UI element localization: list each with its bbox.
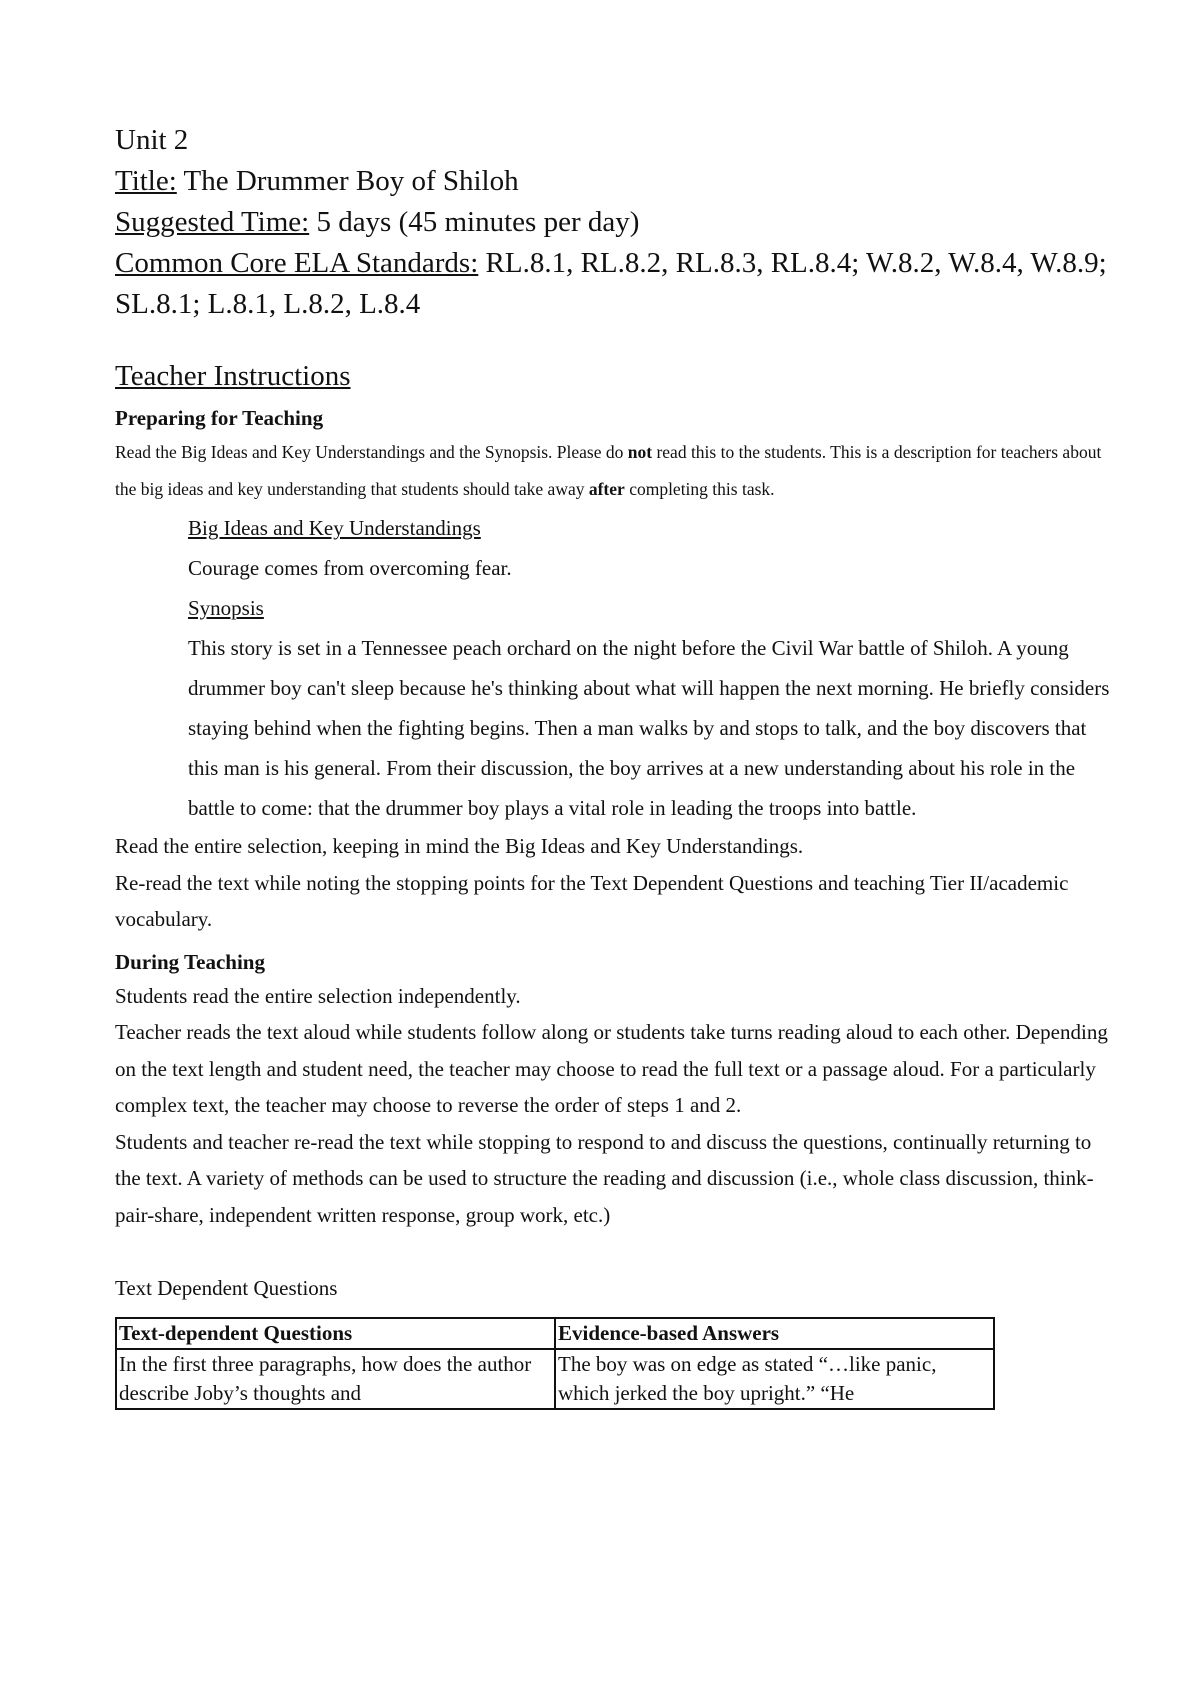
preparing-text-part: read this to the students. This is a description for teachers about the big ideas and key understanding that students should take away [115, 442, 1102, 499]
big-ideas-heading: Big Ideas and Key Understandings [188, 516, 481, 540]
preparing-step-2: Re-read the text while noting the stopping points for the Text Dependent Questions and teaching Tier II/academic vocabulary. [115, 870, 1069, 931]
title-label: Title: [115, 165, 177, 197]
during-step-2: Teacher reads the text aloud while students follow along or students take turns reading aloud to each other. Depending on the text length and student need, the teacher may choose to read the full text or a passage aloud. For a particularly complex text, the teacher may choose to reverse the order of steps 1 and 2. [115, 1020, 1108, 1117]
emphasis-not: not [627, 442, 653, 462]
title-value: The Drummer Boy of Shiloh [176, 165, 519, 197]
question-cell: In the first three paragraphs, how does the author describe Joby’s thoughts and [116, 1349, 555, 1409]
table-header-row [116, 1318, 994, 1349]
synopsis-text: This story is set in a Tennessee peach orchard on the night before the Civil War battle of Shiloh. A young drummer boy can't sleep because he's thinking about what will happen the next morning. He briefly considers staying behind when the fighting begins. Then a man walks by and stops to talk, and the boy discovers that this man is his general. From their discussion, the boy arrives at a new understanding about his role in the battle to come: that the drummer boy plays a vital role in leading the troops into battle. [188, 636, 1110, 820]
tdq-table [115, 1317, 995, 1410]
synopsis-heading: Synopsis [188, 596, 264, 620]
preparing-text-part: Read the Big Ideas and Key Understandings and the Synopsis. Please do [115, 442, 628, 462]
standards-value: RL.8.1, RL.8.2, RL.8.3, RL.8.4; W.8.2, W.8.4, W.8.9; SL.8.1; L.8.1, L.8.2, L.8.4 [115, 247, 1107, 320]
column-header-questions: Text-dependent Questions [116, 1318, 555, 1349]
suggested-time-label: Suggested Time: [115, 206, 310, 238]
title-line [115, 161, 1115, 202]
table-row [116, 1349, 994, 1409]
unit-label: Unit 2 [115, 124, 189, 156]
teacher-instructions-heading: Teacher Instructions [115, 360, 351, 392]
big-ideas-text: Courage comes from overcoming fear. [188, 556, 512, 580]
standards-label: Common Core ELA Standards: [115, 247, 479, 279]
preparing-paragraph [115, 434, 1115, 508]
preparing-text-part: completing this task. [624, 479, 775, 499]
suggested-time-value: 5 days (45 minutes per day) [309, 206, 640, 238]
answer-cell: The boy was on edge as stated “…like panic, which jerked the boy upright.” “He [555, 1349, 994, 1409]
during-step-1: Students read the entire selection independently. [115, 983, 521, 1008]
preparing-step-1: Read the entire selection, keeping in mind the Big Ideas and Key Understandings. [115, 834, 804, 858]
column-header-answers: Evidence-based Answers [555, 1318, 994, 1349]
suggested-time-line [115, 202, 1115, 243]
preparing-heading: Preparing for Teaching [115, 406, 324, 430]
emphasis-after: after [588, 479, 625, 499]
indented-block [115, 508, 1115, 828]
document-page [115, 120, 1115, 1410]
during-heading: During Teaching [115, 949, 265, 974]
tdq-title: Text Dependent Questions [115, 1276, 338, 1300]
during-step-3: Students and teacher re-read the text while stopping to respond to and discuss the questions, continually returning to the text. A variety of methods can be used to structure the reading and discussion (i.e., whole class discussion, think-pair-share, independent written response, group work, etc.) [115, 1129, 1094, 1227]
standards-line [115, 243, 1115, 325]
